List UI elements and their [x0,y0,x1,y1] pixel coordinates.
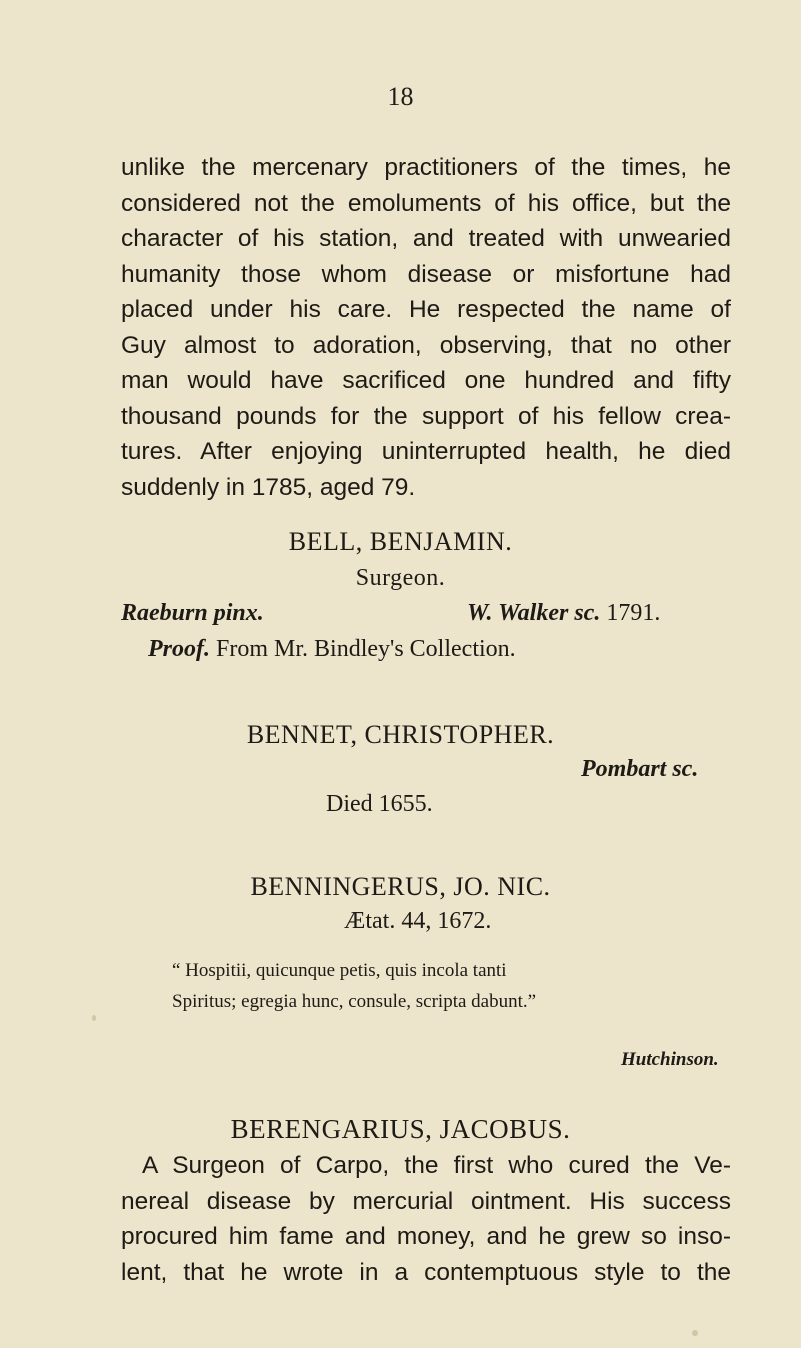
bennet-died: Died 1655. [326,791,433,817]
text-line: lent, that he wrote in a contemptuous style to the [121,1258,731,1286]
benningerus-quote-line2: Spiritus; egregia hunc, consule, scripta dabunt.” [172,991,537,1012]
intro-paragraph [121,150,731,505]
benningerus-quote-line1: “ Hospitii, quicunque petis, quis incola tanti [172,960,507,981]
bell-proof-line [148,636,516,663]
paper-speck [692,1330,698,1336]
text-line: man would have sacrificed one hundred and fifty [121,367,731,394]
entry-heading-bell: BELL, BENJAMIN. [288,527,513,556]
bennet-engraver: Pombart sc. [581,756,699,782]
text-line: placed under his care. He respected the name of [121,296,731,323]
bell-proof: Proof. [148,636,210,662]
text-line: suddenly in 1785, aged 79. [121,473,416,501]
text-line: humanity those whom disease or misfortune had [121,260,731,288]
bell-painter: Raeburn pinx. [121,600,264,626]
berengarius-paragraph [121,1148,731,1290]
text-line: procured him fame and money, and he grew so inso- [121,1223,731,1250]
bell-collection: From Mr. Bindley's Collection. [216,636,516,662]
entry-heading-benningerus: BENNINGERUS, JO. NIC. [250,872,551,901]
entry-heading-berengarius: BERENGARIUS, JACOBUS. [230,1114,571,1144]
text-line: nereal disease by mercurial ointment. His success [121,1187,731,1215]
text-line: tures. After enjoying uninterrupted health, he died [121,438,731,465]
bell-role: Surgeon. [355,565,446,591]
text-line: Guy almost to adoration, observing, that no other [121,331,731,359]
bell-year: 1791. [606,600,661,626]
benningerus-source: Hutchinson. [621,1049,719,1070]
text-line: character of his station, and treated with unwearied [121,225,731,252]
text-line: unlike the mercenary practitioners of the times, he [121,154,731,181]
paper-speck [92,1015,96,1021]
text-line: A Surgeon of Carpo, the first who cured the Ve- [142,1152,731,1179]
bell-engraver: W. Walker sc. [467,600,601,626]
entry-heading-bennet: BENNET, CHRISTOPHER. [246,720,555,749]
text-line: considered not the emoluments of his office, but the [121,189,731,217]
benningerus-aetat: Ætat. 44, 1672. [344,908,492,934]
text-line: thousand pounds for the support of his fellow crea- [121,402,731,430]
bell-engraver-line [467,600,660,627]
page-number: 18 [387,82,414,111]
